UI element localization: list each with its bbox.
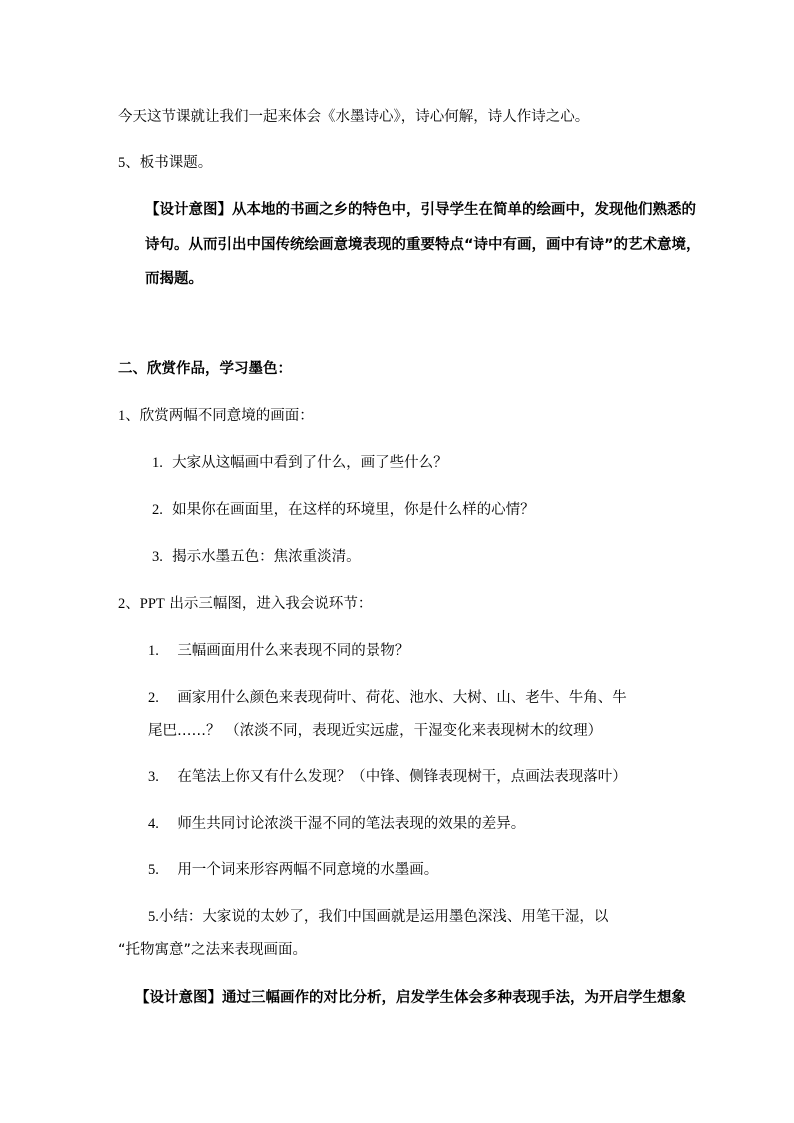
sub-text: 师生共同讨论浓淡干湿不同的笔法表现的效果的差异。 bbox=[177, 816, 526, 832]
sub-text: 大家从这幅画中看到了什么，画了些什么？ bbox=[172, 455, 448, 471]
sub-number: 5. bbox=[148, 862, 159, 878]
sub-text: 在笔法上你又有什么发现？（中锋、侧锋表现树干，点画法表现落叶） bbox=[177, 769, 627, 785]
sub-number: 4. bbox=[148, 816, 159, 832]
ppt-label: PPT bbox=[139, 596, 165, 612]
item-2-sub-2-continued: 尾巴……？ （浓淡不同，表现近实远虚，干湿变化来表现树木的纹理） bbox=[148, 723, 603, 739]
item-2 bbox=[118, 594, 372, 614]
summary-number: 5. bbox=[148, 909, 159, 925]
sub-number: 2. bbox=[148, 690, 159, 706]
item-2-sub-2 bbox=[148, 688, 627, 708]
step-5-text: 板书课题。 bbox=[139, 155, 213, 171]
sub-number: 1. bbox=[152, 455, 163, 471]
design-intent-1-line-1: 【设计意图】从本地的书画之乡的特色中，引导学生在简单的绘画中，发现他们熟悉的 bbox=[145, 202, 696, 218]
sub-text: 揭示水墨五色：焦浓重淡清。 bbox=[172, 549, 361, 565]
item-1 bbox=[118, 406, 314, 426]
item-1-number: 1、 bbox=[118, 408, 140, 424]
sub-number: 3. bbox=[148, 769, 159, 785]
item-2-sub-5 bbox=[148, 860, 438, 880]
item-2-sub-1 bbox=[148, 641, 409, 661]
item-2-text: 出示三幅图，进入我会说环节： bbox=[169, 596, 373, 612]
item-2-sub-3 bbox=[148, 767, 627, 787]
intro-paragraph: 今天这节课就让我们一起来体会《水墨诗心》，诗心何解，诗人作诗之心。 bbox=[118, 109, 590, 125]
item-1-sub-2 bbox=[152, 500, 535, 520]
item-2-sub-4 bbox=[148, 814, 525, 834]
design-intent-1-line-2: 诗句。从而引出中国传统绘画意境表现的重要特点“诗中有画，画中有诗”的艺术意境， bbox=[145, 237, 701, 253]
section-2-heading: 二、欣赏作品，学习墨色： bbox=[118, 361, 292, 377]
design-intent-2: 【设计意图】通过三幅画作的对比分析，启发学生体会多种表现手法，为开启学生想象 bbox=[135, 990, 686, 1006]
item-1-sub-1 bbox=[152, 453, 448, 473]
item-1-sub-3 bbox=[152, 547, 361, 567]
sub-text: 画家用什么颜色来表现荷叶、荷花、池水、大树、山、老牛、牛角、牛 bbox=[177, 690, 627, 706]
sub-number: 1. bbox=[148, 643, 159, 659]
step-5 bbox=[118, 153, 212, 173]
design-intent-1-line-3: 而揭题。 bbox=[145, 271, 203, 287]
summary-text: 小结：大家说的太妙了，我们中国画就是运用墨色深浅、用笔干湿，以 bbox=[158, 909, 609, 925]
item-2-number: 2、 bbox=[118, 596, 140, 612]
item-1-text: 欣赏两幅不同意境的画面： bbox=[139, 408, 314, 424]
sub-text: 用一个词来形容两幅不同意境的水墨画。 bbox=[177, 862, 439, 878]
summary-line-2: “托物寓意”之法来表现画面。 bbox=[118, 942, 308, 958]
sub-number: 3. bbox=[152, 549, 163, 565]
sub-text: 如果你在画面里，在这样的环境里，你是什么样的心情？ bbox=[172, 502, 535, 518]
summary-line-1 bbox=[148, 907, 608, 927]
sub-number: 2. bbox=[152, 502, 163, 518]
sub-text: 三幅画面用什么来表现不同的景物？ bbox=[177, 643, 410, 659]
step-5-number: 5、 bbox=[118, 155, 140, 171]
